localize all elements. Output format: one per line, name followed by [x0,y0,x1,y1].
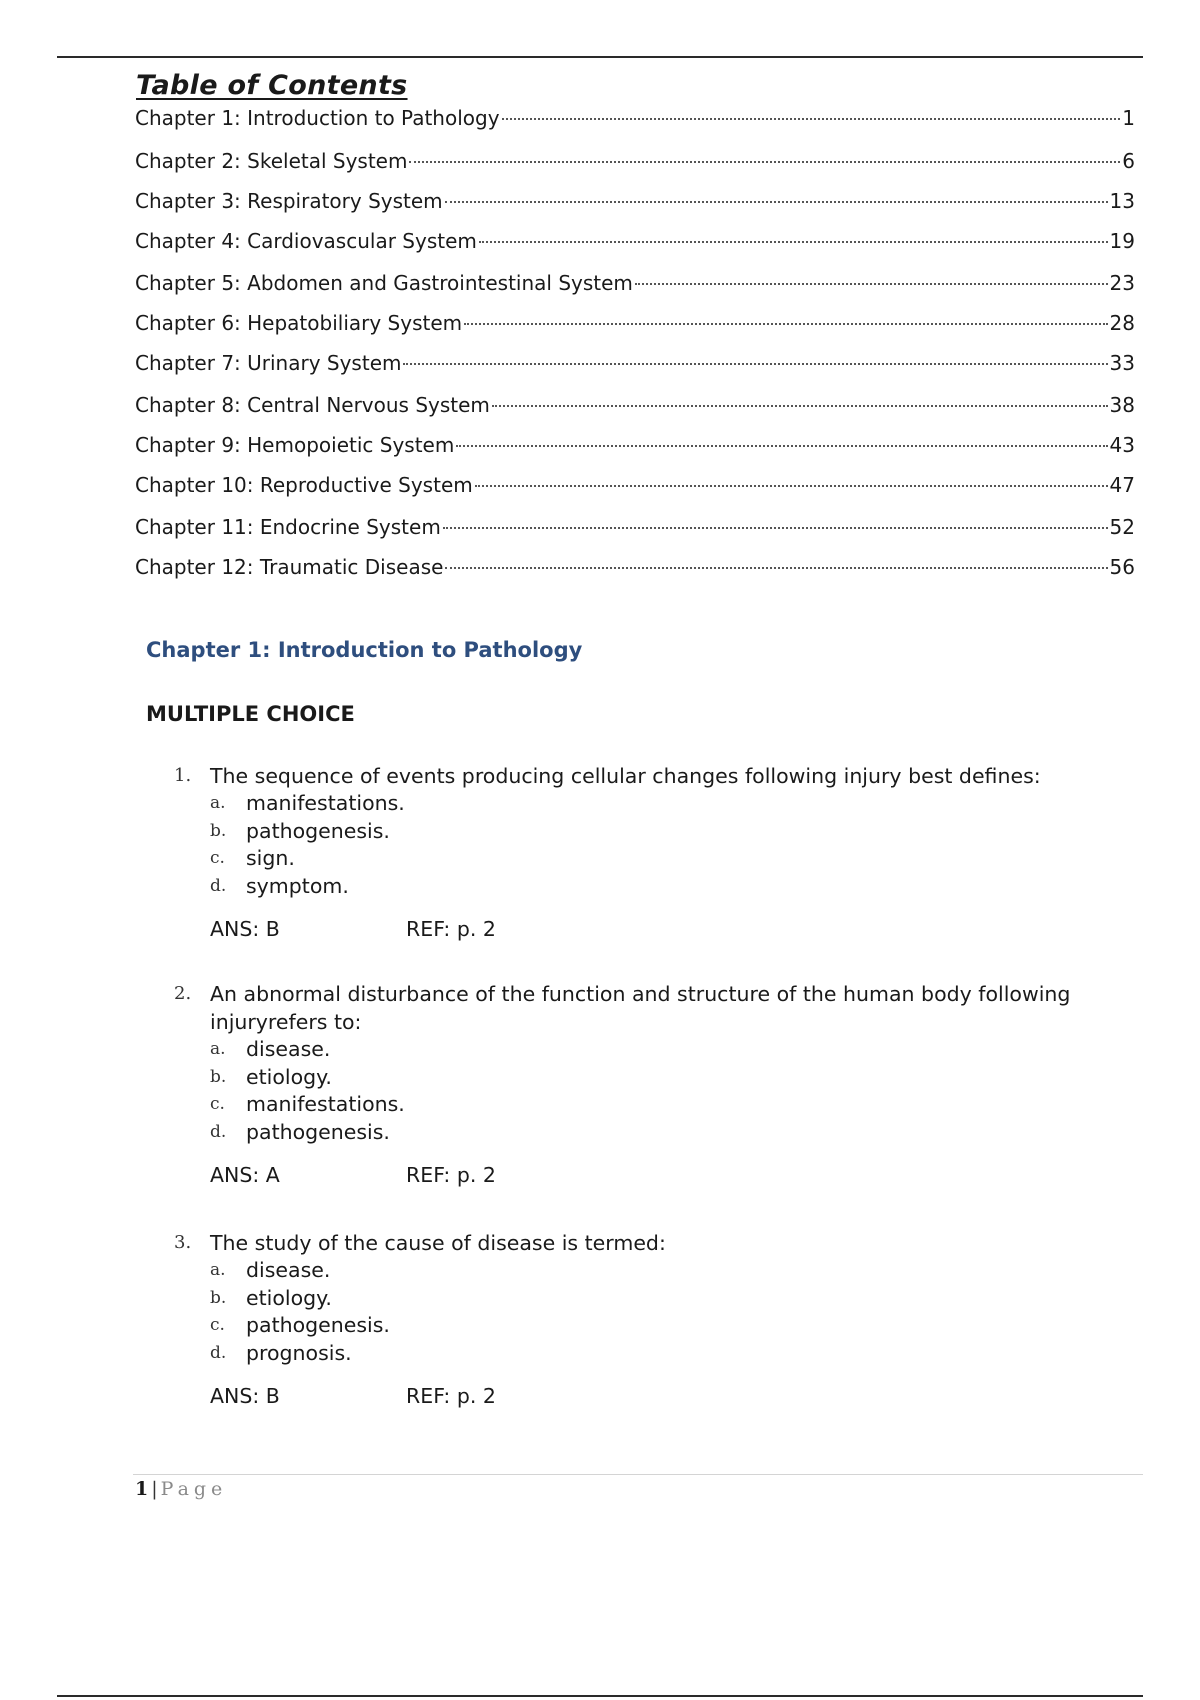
toc-entry-label: Chapter 3: Respiratory System [135,189,443,213]
toc-dot-leader [479,241,1108,243]
answer-option[interactable] [210,1091,1114,1119]
toc-entry[interactable] [135,433,1135,463]
toc-entry-label: Chapter 12: Traumatic Disease [135,555,444,579]
toc-entry-label: Chapter 7: Urinary System [135,351,402,375]
answer-key: ANS: A [210,1163,280,1187]
toc-dot-leader [445,567,1107,569]
toc-entry-label: Chapter 10: Reproductive System [135,473,473,497]
toc-entry[interactable] [135,149,1135,179]
answer-option[interactable] [210,1312,1114,1340]
toc-entry-label: Chapter 8: Central Nervous System [135,393,490,417]
option-letter: c. [210,1094,225,1114]
toc-dot-leader [464,323,1107,325]
option-text: etiology. [246,1064,332,1089]
option-letter: d. [210,875,227,896]
toc-entry-page: 38 [1109,393,1135,417]
toc-entry-page: 56 [1109,555,1135,579]
answer-option[interactable] [210,1285,1114,1313]
option-text: manifestations. [246,1092,405,1116]
answer-key: ANS: B [210,1384,280,1408]
footer-rule [133,1474,1143,1475]
toc-entry[interactable] [135,473,1135,503]
toc-entry-page: 1 [1122,106,1135,130]
option-text: pathogenesis. [246,818,390,843]
toc-entry-page: 28 [1109,311,1135,335]
question-number: 3. [174,1232,192,1253]
page-reference: REF: p. 2 [406,1384,496,1408]
answer-option[interactable] [210,818,1114,846]
toc-dot-leader [443,527,1108,529]
toc-entry[interactable] [135,271,1135,301]
section-heading: MULTIPLE CHOICE [146,702,355,726]
toc-entry-page: 19 [1109,229,1135,253]
page-reference: REF: p. 2 [406,917,496,941]
option-letter: b. [210,820,227,841]
toc-entry[interactable] [135,189,1135,219]
answer-option[interactable] [210,1257,1114,1285]
option-text: pathogenesis. [246,1313,390,1337]
toc-dot-leader [409,161,1120,163]
toc-entry[interactable] [135,393,1135,423]
page-footer [135,1478,227,1500]
option-text: etiology. [246,1285,332,1310]
toc-entry-label: Chapter 4: Cardiovascular System [135,229,477,253]
toc-entry-label: Chapter 2: Skeletal System [135,149,408,173]
question [174,762,1114,943]
toc-dot-leader [492,405,1108,407]
option-text: disease. [246,1037,331,1061]
answer-key: ANS: B [210,917,280,941]
toc-entry-page: 43 [1109,433,1135,457]
option-letter: a. [210,1260,226,1280]
question-number: 1. [174,765,192,786]
footer-separator: | [151,1478,158,1500]
option-text: symptom. [246,873,349,898]
toc-entry[interactable] [135,515,1135,545]
toc-entry-label: Chapter 11: Endocrine System [135,515,441,539]
toc-entry-label: Chapter 5: Abdomen and Gastrointestinal System [135,271,633,295]
answer-option[interactable] [210,1340,1114,1368]
footer-page-word: Page [160,1478,228,1500]
toc-title: Table of Contents [136,70,408,101]
toc-entry-label: Chapter 9: Hemopoietic System [135,433,455,457]
toc-entry-page: 33 [1109,351,1135,375]
toc-entry[interactable] [135,106,1135,136]
toc-dot-leader [456,445,1107,447]
footer-page-number: 1 [135,1478,149,1500]
answer-option[interactable] [210,1064,1114,1092]
toc-entry[interactable] [135,311,1135,341]
toc-entry-page: 23 [1109,271,1135,295]
option-text: sign. [246,846,295,870]
option-letter: c. [210,1315,225,1335]
toc-entry[interactable] [135,555,1135,585]
option-letter: b. [210,1287,227,1308]
page-reference: REF: p. 2 [406,1163,496,1187]
question [174,980,1114,1189]
option-letter: d. [210,1342,227,1363]
answer-option[interactable] [210,873,1114,901]
answer-option[interactable] [210,1119,1114,1147]
option-letter: d. [210,1121,227,1142]
toc-entry[interactable] [135,351,1135,381]
toc-entry-label: Chapter 1: Introduction to Pathology [135,106,500,130]
answer-options [210,790,1114,900]
chapter-heading: Chapter 1: Introduction to Pathology [146,638,583,662]
question-number: 2. [174,983,192,1004]
answer-options [210,1036,1114,1146]
bottom-rule [57,1695,1143,1697]
answer-options [210,1257,1114,1367]
toc-dot-leader [403,363,1107,365]
top-rule [57,56,1143,58]
option-letter: a. [210,1039,226,1059]
option-text: manifestations. [246,791,405,815]
option-text: disease. [246,1258,331,1282]
question [174,1229,1114,1410]
toc-dot-leader [502,118,1121,120]
option-letter: b. [210,1066,227,1087]
option-letter: a. [210,793,226,813]
toc-entry-page: 47 [1109,473,1135,497]
answer-option[interactable] [210,845,1114,873]
question-stem: The study of the cause of disease is termed: [210,1231,666,1255]
option-text: prognosis. [246,1340,352,1365]
toc-entry-page: 6 [1122,149,1135,173]
toc-dot-leader [475,485,1108,487]
option-text: pathogenesis. [246,1119,390,1144]
toc-dot-leader [635,283,1108,285]
question-stem: The sequence of events producing cellular changes following injury best defines: [210,764,1041,788]
toc-entry[interactable] [135,229,1135,259]
toc-entry-page: 52 [1109,515,1135,539]
question-stem: An abnormal disturbance of the function and structure of the human body following injuryrefers to: [210,982,1071,1034]
option-letter: c. [210,848,225,868]
toc-entry-page: 13 [1109,189,1135,213]
toc-dot-leader [445,201,1108,203]
answer-option[interactable] [210,790,1114,818]
answer-option[interactable] [210,1036,1114,1064]
toc-entry-label: Chapter 6: Hepatobiliary System [135,311,463,335]
